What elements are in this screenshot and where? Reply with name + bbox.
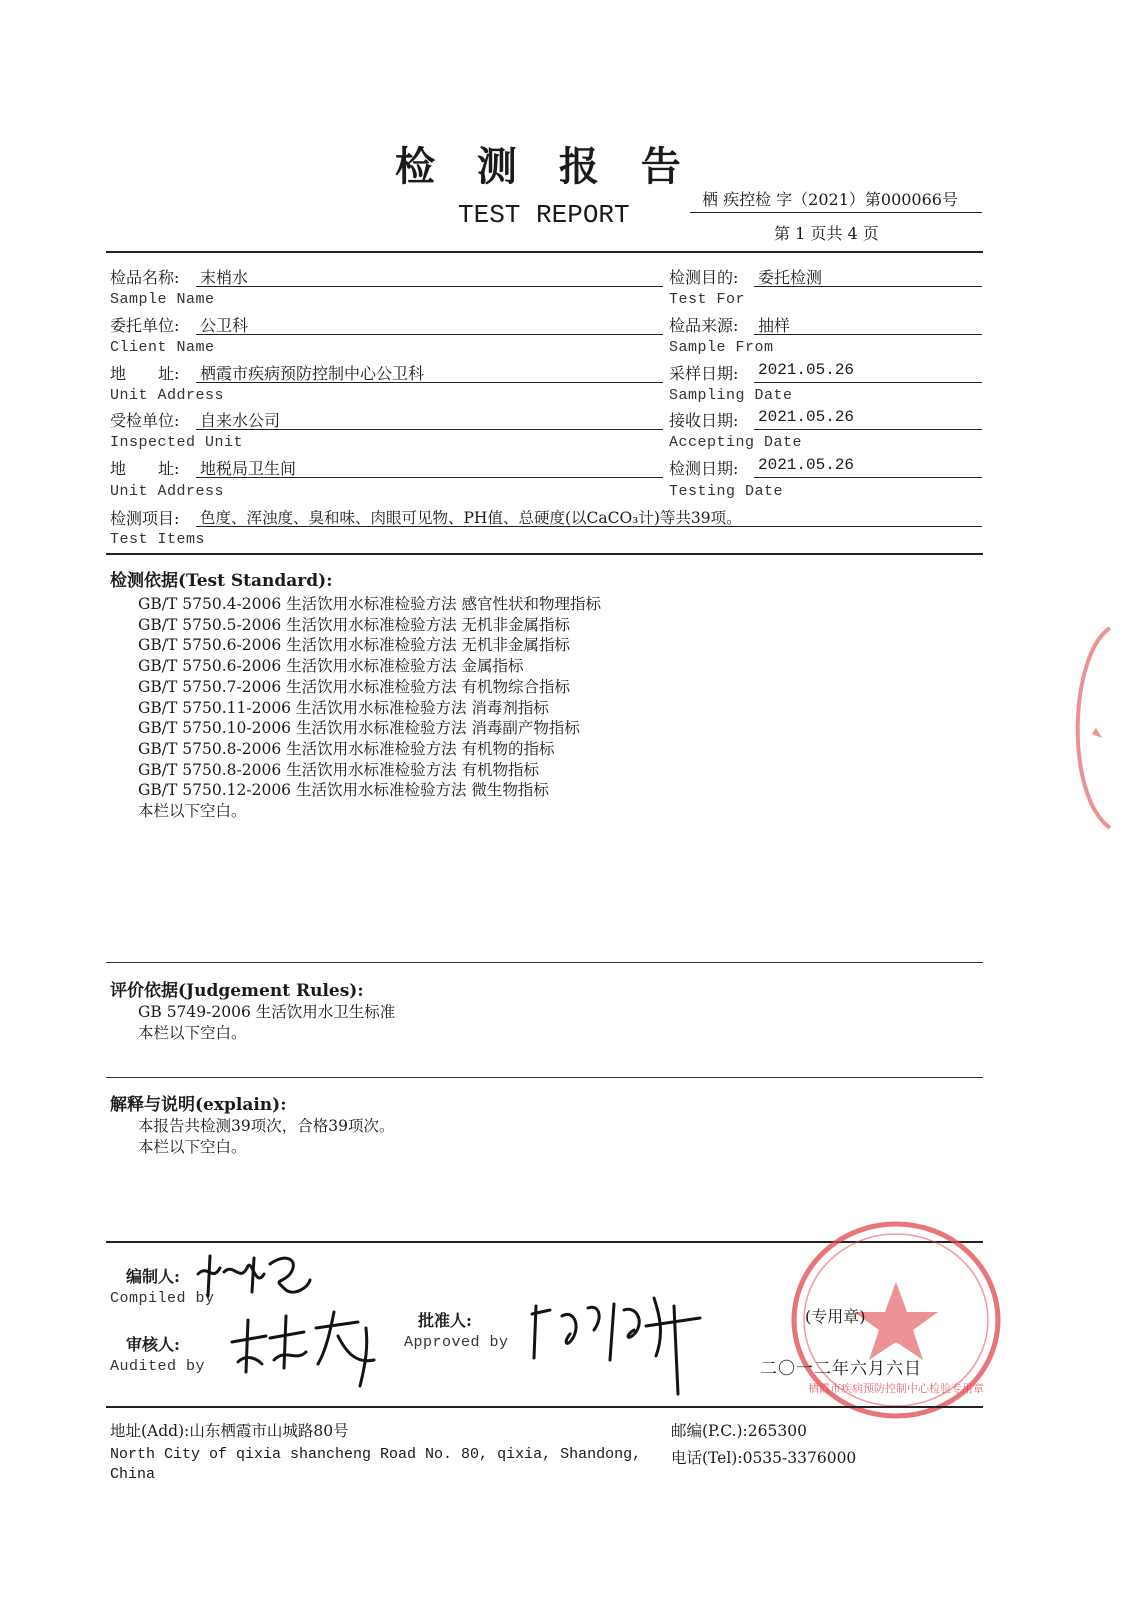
inspected-address-value: 地税局卫生间 [200, 459, 297, 478]
test-for-en: Test For [669, 291, 746, 308]
footer-tel: 电话(Tel):0535-3376000 [671, 1449, 857, 1467]
approved-by-en: Approved by [404, 1334, 509, 1351]
standard-line: GB/T 5750.8-2006 生活饮用水标准检验方法 有机物指标 [138, 760, 540, 779]
unit-address-label: 地 址: [110, 364, 180, 383]
footer-address-en-line2: China [110, 1466, 156, 1483]
standard-line: GB/T 5750.12-2006 生活饮用水标准检验方法 微生物指标 [138, 781, 549, 800]
inspected-unit-label: 受检单位: [110, 411, 180, 430]
test-items-label: 检测项目: [110, 509, 180, 528]
field-underline [196, 477, 663, 478]
footer-divider [106, 1406, 983, 1408]
report-number-underline [690, 212, 982, 213]
client-name-value: 公卫科 [200, 316, 249, 335]
sample-name-value: 末梢水 [200, 268, 249, 287]
report-number: 栖 疾控检 字（2021）第000066号 [702, 190, 958, 209]
judgement-line: GB 5749-2006 生活饮用水卫生标准 [138, 1003, 396, 1021]
inspected-address-en: Unit Address [110, 483, 225, 500]
explain-blank-note: 本栏以下空白。 [138, 1138, 247, 1156]
field-underline [196, 526, 982, 527]
sample-from-value: 抽样 [758, 316, 791, 335]
header-divider [106, 251, 983, 253]
approved-signature-icon [524, 1286, 714, 1396]
footer-address-en-line1: North City of qixia shancheng Road No. 80, qixia, Shandong, [110, 1446, 642, 1463]
standard-line: GB/T 5750.6-2006 生活饮用水标准检验方法 金属指标 [138, 657, 524, 676]
seal-text: 栖霞市疾病预防控制中心检验专用章 [808, 1382, 984, 1395]
test-standard-heading: 检测依据(Test Standard): [110, 571, 333, 591]
standard-line: GB/T 5750.4-2006 生活饮用水标准检验方法 感官性状和物理指标 [138, 595, 602, 613]
field-underline [754, 286, 982, 287]
compiled-by-label: 编制人: [126, 1267, 180, 1286]
field-underline [196, 382, 663, 383]
field-underline [754, 382, 982, 383]
standard-line: GB/T 5750.11-2006 生活饮用水标准检验方法 消毒剂指标 [138, 698, 549, 717]
fields-divider [106, 553, 983, 555]
inspected-unit-value: 自来水公司 [200, 411, 281, 430]
report-title-cn: 检 测 报 告 [395, 143, 695, 190]
test-for-label: 检测目的: [669, 268, 739, 287]
field-underline [754, 429, 982, 430]
sampling-date-en: Sampling Date [669, 387, 793, 404]
judgement-blank-note: 本栏以下空白。 [138, 1024, 247, 1042]
standard-blank-note: 本栏以下空白。 [138, 802, 247, 820]
report-title-en: TEST REPORT [458, 200, 630, 230]
test-items-value: 色度、浑浊度、臭和味、肉眼可见物、PH值、总硬度(以CaCO₃计)等共39项。 [200, 509, 742, 527]
test-for-value: 委托检测 [758, 268, 823, 287]
standard-line: GB/T 5750.5-2006 生活饮用水标准检验方法 无机非金属指标 [138, 615, 571, 634]
testing-date-value: 2021.05.26 [758, 456, 855, 474]
approved-by-label: 批准人: [418, 1311, 472, 1330]
accepting-date-label: 接收日期: [669, 411, 739, 430]
audited-by-label: 审核人: [126, 1335, 180, 1354]
standard-line: GB/T 5750.7-2006 生活饮用水标准检验方法 有机物综合指标 [138, 677, 571, 696]
report-date: 二〇一二年六月六日 [760, 1359, 922, 1379]
unit-address-value: 栖霞市疾病预防控制中心公卫科 [200, 364, 425, 383]
compiled-signature-icon [190, 1244, 320, 1304]
edge-seal-fragment-icon [1060, 624, 1120, 834]
footer-address-cn: 地址(Add):山东栖霞市山城路80号 [110, 1422, 349, 1440]
test-items-en: Test Items [110, 531, 206, 548]
sampling-date-value: 2021.05.26 [758, 361, 855, 379]
field-underline [754, 334, 982, 335]
judgement-heading: 评价依据(Judgement Rules): [110, 981, 364, 1001]
sample-name-en: Sample Name [110, 291, 215, 308]
testing-date-label: 检测日期: [669, 459, 739, 478]
field-underline [754, 477, 982, 478]
page-info: 第 1 页共 4 页 [774, 224, 879, 243]
field-underline [196, 334, 663, 335]
explain-line: 本报告共检测39项次，合格39项次。 [138, 1117, 395, 1135]
judgement-divider [106, 962, 983, 963]
audited-by-en: Audited by [110, 1358, 206, 1375]
seal-note: (专用章) [805, 1307, 866, 1326]
footer-postcode: 邮编(P.C.):265300 [671, 1422, 807, 1440]
sample-from-label: 检品来源: [669, 316, 739, 335]
accepting-date-en: Accepting Date [669, 434, 803, 451]
standard-line: GB/T 5750.10-2006 生活饮用水标准检验方法 消毒副产物指标 [138, 719, 580, 738]
accepting-date-value: 2021.05.26 [758, 408, 855, 426]
unit-address-en: Unit Address [110, 387, 225, 404]
client-name-label: 委托单位: [110, 316, 180, 335]
standard-line: GB/T 5750.6-2006 生活饮用水标准检验方法 无机非金属指标 [138, 636, 571, 655]
field-underline [196, 429, 663, 430]
audited-signature-icon [226, 1302, 386, 1392]
sample-name-label: 检品名称: [110, 268, 180, 287]
compiled-by-en: Compiled by [110, 1290, 215, 1307]
sample-from-en: Sample From [669, 339, 774, 356]
field-underline [196, 286, 663, 287]
sampling-date-label: 采样日期: [669, 364, 739, 383]
standard-line: GB/T 5750.8-2006 生活饮用水标准检验方法 有机物的指标 [138, 739, 555, 758]
testing-date-en: Testing Date [669, 483, 784, 500]
inspected-address-label: 地 址: [110, 459, 180, 478]
inspected-unit-en: Inspected Unit [110, 434, 244, 451]
client-name-en: Client Name [110, 339, 215, 356]
explain-divider [106, 1077, 983, 1078]
explain-heading: 解释与说明(explain): [110, 1095, 287, 1115]
